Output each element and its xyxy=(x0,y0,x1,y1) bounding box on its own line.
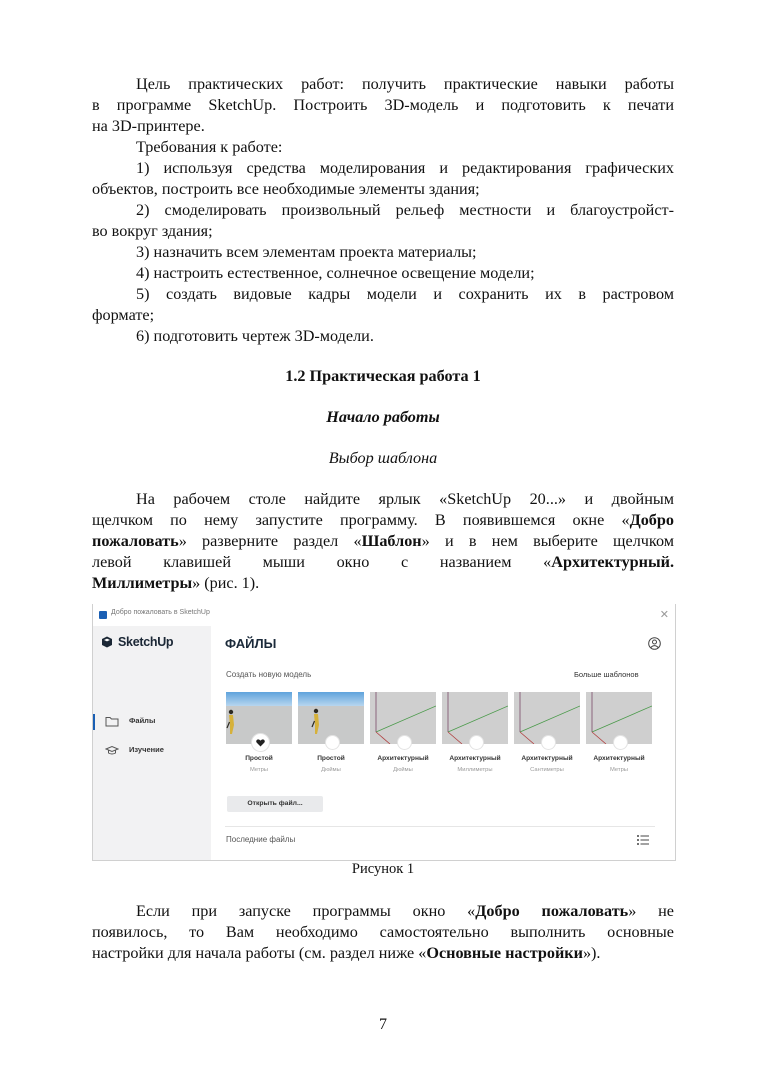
instruction-line-3: пожаловать» разверните раздел «Шаблон» и в нем выберите щелчком xyxy=(92,532,674,550)
main-title: ФАЙЛЫ xyxy=(225,636,277,651)
window-title: Добро пожаловать в SketchUp xyxy=(111,609,210,616)
outro-line-3: настройки для начала работы (см. раздел ниже «Основные настройки»). xyxy=(92,944,601,962)
instruction-line-5: Миллиметры» (рис. 1). xyxy=(92,574,260,592)
outro-line-1: Если при запуске программы окно «Добро пожаловать» не xyxy=(136,902,674,920)
divider xyxy=(225,826,655,827)
recent-files-label: Последние файлы xyxy=(226,835,296,844)
outro-line-2: появилось, то Вам необходимо самостоятельно выполнить основные xyxy=(92,923,674,941)
favorite-heart-icon[interactable] xyxy=(251,733,270,752)
template-name: Архитектурный xyxy=(521,755,573,762)
template-name: Архитектурный xyxy=(377,755,429,762)
window-titlebar xyxy=(93,604,675,626)
req-5-line-1: 5) создать видовые кадры модели и сохранить их в растровом xyxy=(136,285,674,303)
intro-line-1: Цель практических работ: получить практические навыки работы xyxy=(136,75,674,93)
sidebar-item-learn[interactable]: Изучение xyxy=(93,740,211,762)
instruction-line-1: На рабочем столе найдите ярлык «SketchUp 20...» и двойным xyxy=(136,490,674,508)
sidebar-item-files[interactable]: Файлы xyxy=(93,711,211,733)
close-icon[interactable]: ✕ xyxy=(659,609,669,621)
open-file-button[interactable]: Открыть файл... xyxy=(227,796,323,812)
template-unit: Миллиметры xyxy=(457,767,493,773)
template-select-circle[interactable] xyxy=(325,735,340,750)
template-name: Архитектурный xyxy=(593,755,645,762)
req-2-line-2: во вокруг здания; xyxy=(92,222,213,240)
req-1-line-1: 1) используя средства моделирования и редактирования графических xyxy=(136,159,674,177)
create-new-label: Создать новую модель xyxy=(226,670,312,679)
folder-icon xyxy=(105,716,119,727)
template-card-1[interactable] xyxy=(226,692,292,778)
list-view-icon[interactable] xyxy=(636,833,650,847)
intro-line-3: на 3D-принтере. xyxy=(92,117,205,135)
req-6: 6) подготовить чертеж 3D-модели. xyxy=(136,327,374,345)
requirements-title: Требования к работе: xyxy=(136,138,283,156)
user-account-icon[interactable] xyxy=(648,637,661,650)
template-unit: Метры xyxy=(610,767,628,773)
section-heading: 1.2 Практическая работа 1 xyxy=(285,367,481,385)
req-3: 3) назначить всем элементам проекта материалы; xyxy=(136,243,477,261)
req-5-line-2: формате; xyxy=(92,306,155,324)
section-subheading: Начало работы xyxy=(326,408,440,426)
template-unit: Метры xyxy=(250,767,268,773)
template-name: Простой xyxy=(245,755,273,762)
figure-screenshot xyxy=(92,604,676,861)
template-select-circle[interactable] xyxy=(397,735,412,750)
template-unit: Дюймы xyxy=(393,767,413,773)
page-number: 7 xyxy=(379,1016,387,1033)
more-templates-link[interactable]: Больше шаблонов xyxy=(574,670,639,679)
template-unit: Дюймы xyxy=(321,767,341,773)
sidebar xyxy=(93,626,211,860)
intro-line-2: в программе SketchUp. Построить 3D-модель и подготовить к печати xyxy=(92,96,674,114)
sketchup-logo-icon xyxy=(101,636,113,648)
req-1-line-2: объектов, построить все необходимые элементы здания; xyxy=(92,180,480,198)
template-select-circle[interactable] xyxy=(541,735,556,750)
template-unit: Сантиметры xyxy=(530,767,564,773)
figure-caption: Рисунок 1 xyxy=(351,861,415,877)
req-4: 4) настроить естественное, солнечное освещение модели; xyxy=(136,264,535,282)
template-name: Простой xyxy=(317,755,345,762)
req-2-line-1: 2) смоделировать произвольный рельеф местности и благоустройст- xyxy=(136,201,674,219)
app-icon xyxy=(99,611,107,619)
template-card-6[interactable] xyxy=(586,692,652,778)
active-indicator xyxy=(93,714,95,730)
template-name: Архитектурный xyxy=(449,755,501,762)
template-card-4[interactable] xyxy=(442,692,508,778)
graduation-cap-icon xyxy=(105,745,119,756)
template-select-circle[interactable] xyxy=(613,735,628,750)
sketchup-logo: SketchUp xyxy=(101,634,181,654)
section-subsubheading: Выбор шаблона xyxy=(328,449,438,467)
template-card-3[interactable] xyxy=(370,692,436,778)
instruction-line-4: левой клавишей мыши окно с названием «Архитектурный. xyxy=(92,553,674,571)
instruction-line-2: щелчком по нему запустите программу. В появившемся окне «Добро xyxy=(92,511,674,529)
template-select-circle[interactable] xyxy=(469,735,484,750)
template-card-5[interactable] xyxy=(514,692,580,778)
template-card-2[interactable] xyxy=(298,692,364,778)
